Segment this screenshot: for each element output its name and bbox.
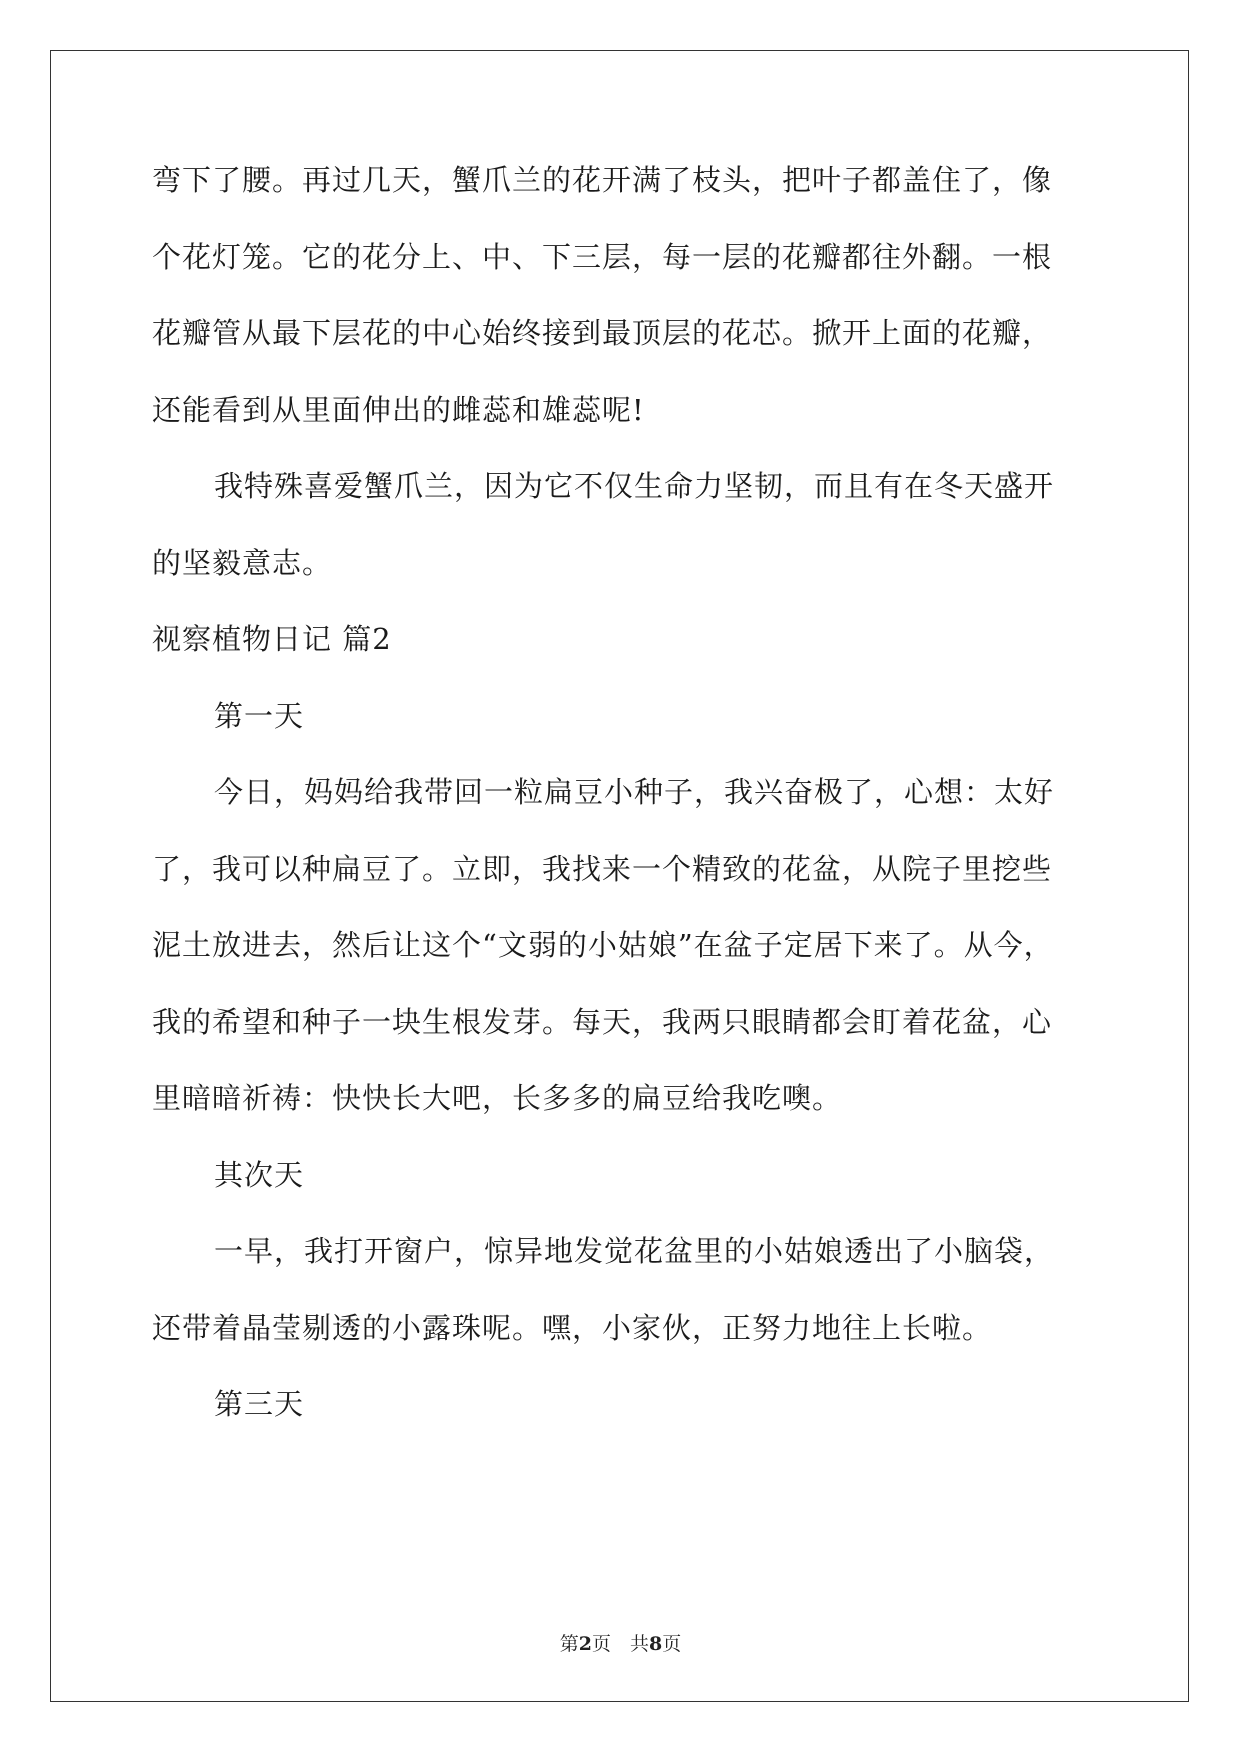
text-line-2: 个花灯笼。它的花分上、中、下三层，每一层的花瓣都往外翻。一根	[152, 239, 1053, 274]
text-line-9: 今日，妈妈给我带回一粒扁豆小种子，我兴奋极了，心想：太好	[214, 775, 1055, 809]
footer-suffix: 页	[662, 1633, 682, 1655]
day-heading-1: 第一天	[214, 698, 305, 733]
day-heading-2: 其次天	[214, 1157, 305, 1192]
footer-middle: 页 共	[591, 1633, 649, 1655]
text-line-16: 还带着晶莹剔透的小露珠呢。嘿，小家伙，正努力地往上长啦。	[152, 1310, 993, 1345]
text-line-4: 还能看到从里面伸出的雌蕊和雄蕊呢!	[152, 392, 645, 427]
text-line-10: 了，我可以种扁豆了。立即，我找来一个精致的花盆，从院子里挖些	[152, 851, 1053, 886]
text-line-6: 的坚毅意志。	[152, 545, 333, 580]
day-heading-3: 第三天	[214, 1387, 305, 1421]
text-line-11: 泥土放进去，然后让这个“文弱的小姑娘”在盆子定居下来了。从今，	[152, 928, 1054, 962]
text-line-3: 花瓣管从最下层花的中心始终接到最顶层的花芯。掀开上面的花瓣，	[152, 316, 1053, 350]
text-line-13: 里暗暗祈祷：快快长大吧，长多多的扁豆给我吃噢。	[152, 1081, 843, 1115]
document-body	[152, 162, 1102, 1463]
footer-prefix: 第	[559, 1633, 579, 1655]
text-line-1: 弯下了腰。再过几天，蟹爪兰的花开满了枝头，把叶子都盖住了，像	[152, 163, 1053, 197]
current-page-number: 2	[578, 1633, 592, 1655]
text-line-12: 我的希望和种子一块生根发芽。每天，我两只眼睛都会盯着花盆，心	[152, 1004, 1053, 1039]
page-footer	[0, 1632, 1241, 1656]
text-line-5: 我特殊喜爱蟹爪兰，因为它不仅生命力坚韧，而且有在冬天盛开	[214, 469, 1055, 503]
total-page-number: 8	[649, 1633, 663, 1655]
section-heading: 视察植物日记 篇2	[152, 622, 392, 656]
text-line-15: 一早，我打开窗户，惊异地发觉花盆里的小姑娘透出了小脑袋，	[214, 1234, 1055, 1268]
